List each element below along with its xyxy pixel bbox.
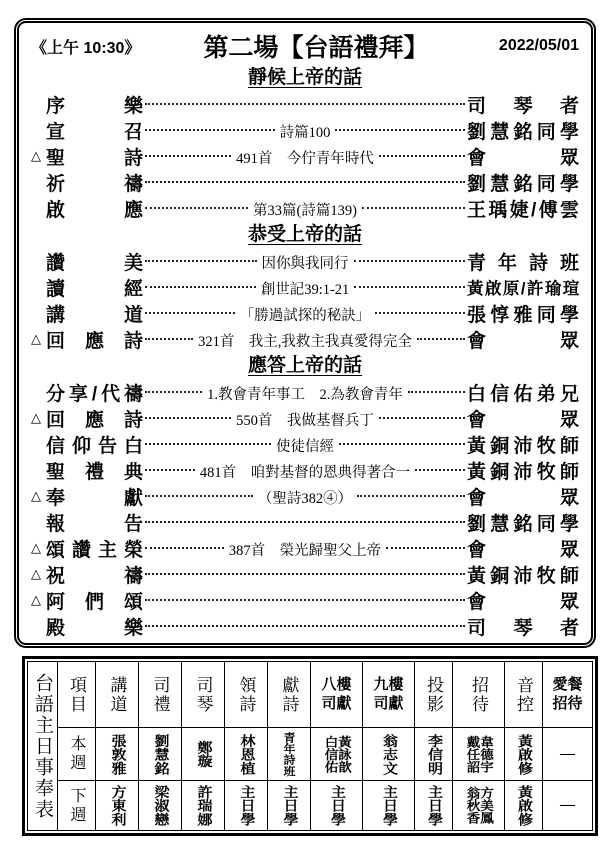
duty-name: 主日學 <box>329 784 345 827</box>
leader-dots <box>362 207 465 209</box>
leader <box>145 625 465 627</box>
duty-header-cell <box>225 662 268 728</box>
program-row <box>31 613 579 639</box>
leader <box>145 329 465 350</box>
leader <box>145 120 465 141</box>
leader <box>145 146 465 167</box>
duty-name: 黃啟修 <box>516 784 532 827</box>
item-detail: 491首 今佇青年時代 <box>236 150 374 167</box>
item-detail: （聖詩382④） <box>257 490 353 507</box>
leader-dots <box>145 286 256 288</box>
duty-name-cell <box>363 781 415 831</box>
worship-program-box <box>14 18 596 648</box>
leader-dots <box>145 573 465 575</box>
leader-dots <box>145 599 465 601</box>
duty-name: 翁志文 <box>381 733 397 775</box>
leader-dots <box>145 181 465 183</box>
duty-header-cell <box>311 662 363 728</box>
section-title <box>31 352 579 379</box>
duty-name-cell <box>453 728 505 781</box>
duty-name: 李信明 <box>426 733 442 775</box>
item-label: 序樂 <box>46 95 143 117</box>
leader-dots <box>386 547 465 549</box>
duty-name: 林恩植 <box>238 733 255 775</box>
program-row <box>31 91 579 117</box>
leader-dots <box>145 547 224 549</box>
duty-name: 主日學 <box>381 784 397 827</box>
item-assignee: 王瑀婕/傅雲 <box>467 199 579 221</box>
item-label: 信仰告白 <box>46 435 143 457</box>
duty-header-text: 司禮 <box>150 675 170 714</box>
duty-name-cell <box>96 781 139 831</box>
item-label: 聖禮典 <box>46 461 143 483</box>
duty-name: 鄭璇 <box>195 740 212 768</box>
item-assignee: 張惇雅同學 <box>467 304 579 326</box>
leader <box>145 573 465 575</box>
leader <box>145 277 465 298</box>
duty-name: 張敦雅 <box>109 733 126 775</box>
duty-header-cell <box>96 662 139 728</box>
duty-name-cell <box>415 781 453 831</box>
duty-name: 劉慧銘 <box>152 733 169 775</box>
section-title-text: 恭受上帝的話 <box>247 224 362 245</box>
item-assignee: 黃銅沛牧師 <box>467 461 579 483</box>
item-detail: 1.教會青年事工 2.為教會青年 <box>207 386 403 403</box>
duty-roster-grid <box>27 661 593 831</box>
duty-name-cell <box>363 728 415 781</box>
item-assignee: 會眾 <box>467 487 579 509</box>
leader-dots <box>375 312 465 314</box>
leader-dots <box>408 391 465 393</box>
item-detail: 「勝過試探的秘訣」 <box>239 307 371 324</box>
item-assignee: 劉慧銘同學 <box>467 121 579 143</box>
program-row <box>31 405 579 431</box>
program-row <box>31 587 579 613</box>
item-assignee: 會眾 <box>467 539 579 561</box>
item-label: 講道 <box>46 304 143 326</box>
program-sections <box>31 64 579 639</box>
empty-dash: — <box>560 797 575 813</box>
duty-side-title-cell <box>28 662 58 831</box>
leader-dots <box>145 625 465 627</box>
section-title <box>31 64 579 91</box>
duty-name: 主日學 <box>426 784 442 827</box>
program-row <box>31 117 579 143</box>
duty-header-cell <box>363 662 415 728</box>
duty-header-cell <box>139 662 182 728</box>
duty-name: 黃啟修 <box>516 733 532 775</box>
duty-period: 下週 <box>68 786 85 825</box>
item-label: 讚美 <box>46 252 143 274</box>
leader <box>145 251 465 272</box>
duty-header-cell <box>543 662 593 728</box>
leader <box>145 486 465 507</box>
section-title-text: 應答上帝的話 <box>247 355 362 376</box>
leader-dots <box>145 312 235 314</box>
item-assignee: 劉慧銘同學 <box>467 513 579 535</box>
leader-dots <box>417 338 465 340</box>
item-detail: 550首 我做基督兵丁 <box>236 412 374 429</box>
leader <box>145 599 465 601</box>
item-assignee: 黃銅沛牧師 <box>467 565 579 587</box>
section-title <box>31 221 579 248</box>
item-assignee: 會眾 <box>467 591 579 613</box>
leader <box>145 521 465 523</box>
service-time: 《上午 10:30》 <box>31 39 141 57</box>
item-detail: 因你與我同行 <box>261 255 349 272</box>
duty-header-text: 領詩 <box>236 675 256 714</box>
item-assignee: 青年詩班 <box>467 252 579 274</box>
leader <box>145 408 465 429</box>
duty-header-cell <box>58 662 96 728</box>
leader <box>145 303 465 324</box>
duty-name-cell <box>543 781 593 831</box>
duty-period: 本週 <box>68 735 85 773</box>
duty-name-cell <box>139 728 182 781</box>
program-header <box>31 28 579 64</box>
item-assignee: 黃啟原/許瑜瑄 <box>467 280 579 298</box>
leader-dots <box>145 129 275 131</box>
program-row <box>31 248 579 274</box>
program-row <box>31 379 579 405</box>
leader-dots <box>145 338 193 340</box>
item-label: 分享/代禱 <box>46 383 143 405</box>
duty-name-cell <box>311 781 363 831</box>
program-row <box>31 169 579 195</box>
item-label: 殿樂 <box>46 617 143 639</box>
program-row <box>31 483 579 509</box>
leader-dots <box>145 443 271 445</box>
leader-dots <box>145 103 465 105</box>
item-label: 奉獻 <box>46 487 143 509</box>
leader <box>145 198 465 219</box>
leader-dots <box>145 495 253 497</box>
item-detail: 387首 榮光歸聖父上帝 <box>228 542 382 559</box>
duty-name: 戴任詔 <box>464 735 480 773</box>
duty-header-cell <box>182 662 225 728</box>
duty-name-cell <box>505 781 543 831</box>
item-assignee: 司琴者 <box>467 95 579 117</box>
duty-name: 白信佑 <box>322 735 338 773</box>
duty-name-cell <box>268 781 311 831</box>
item-assignee: 司琴者 <box>467 617 579 639</box>
duty-header-cell <box>268 662 311 728</box>
duty-name-cell <box>225 728 268 781</box>
duty-header-text: 司琴 <box>193 675 213 714</box>
item-detail: 詩篇100 <box>279 124 331 141</box>
duty-header-cell <box>415 662 453 728</box>
program-row <box>31 195 579 221</box>
duty-header-text: 八樓司獻 <box>321 676 352 712</box>
empty-dash: — <box>560 745 575 762</box>
program-row <box>31 326 579 352</box>
item-assignee: 會眾 <box>467 147 579 169</box>
item-label: 祈禱 <box>46 173 143 195</box>
program-row <box>31 535 579 561</box>
leader-dots <box>354 260 466 262</box>
duty-header-cell <box>453 662 505 728</box>
leader <box>145 103 465 105</box>
duty-name: 梁淑戀 <box>152 784 169 827</box>
duty-name: 許瑞娜 <box>195 784 212 827</box>
leader-dots <box>145 155 231 157</box>
duty-name-cell <box>139 781 182 831</box>
item-assignee: 白信佑弟兄 <box>467 383 579 405</box>
item-label: 回應詩 <box>46 330 143 352</box>
leader <box>145 538 465 559</box>
leader-dots <box>145 391 202 393</box>
leader-dots <box>145 521 465 523</box>
leader-dots <box>145 207 248 209</box>
leader <box>145 460 465 481</box>
stand-marker: △ <box>31 148 41 163</box>
duty-name-cell <box>225 781 268 831</box>
program-row <box>31 274 579 300</box>
duty-name: 翁秋香 <box>464 786 480 825</box>
stand-marker: △ <box>31 592 41 607</box>
duty-name: 方東利 <box>109 784 126 827</box>
item-label: 宣召 <box>46 121 143 143</box>
program-row <box>31 561 579 587</box>
duty-period-cell <box>58 781 96 831</box>
duty-name-cell <box>96 728 139 781</box>
leader-dots <box>145 417 231 419</box>
duty-name-cell <box>182 781 225 831</box>
leader-dots <box>354 286 465 288</box>
duty-name: 黃詠歆 <box>336 735 351 773</box>
item-label: 報告 <box>46 513 143 535</box>
item-assignee: 黃銅沛牧師 <box>467 435 579 457</box>
stand-marker: △ <box>31 488 41 503</box>
duty-name-cell <box>543 728 593 781</box>
duty-period-cell <box>58 728 96 781</box>
duty-name-cell <box>182 728 225 781</box>
leader-dots <box>335 129 465 131</box>
item-assignee: 會眾 <box>467 330 579 352</box>
duty-side-title: 台語主日事奉表 <box>32 672 53 820</box>
duty-header-text: 項目 <box>67 675 86 714</box>
service-date: 2022/05/01 <box>498 37 579 54</box>
duty-header-text: 投影 <box>424 675 443 714</box>
leader-dots <box>357 495 465 497</box>
stand-marker: △ <box>31 566 41 581</box>
leader-dots <box>339 443 465 445</box>
duty-name-cell <box>415 728 453 781</box>
stand-marker: △ <box>31 410 41 425</box>
leader-dots <box>379 155 465 157</box>
duty-header-cell <box>505 662 543 728</box>
program-row <box>31 143 579 169</box>
item-label: 讀經 <box>46 278 143 300</box>
duty-name-cell <box>268 728 311 781</box>
duty-header-text: 九樓司獻 <box>373 676 404 712</box>
item-detail: 使徒信經 <box>276 438 334 455</box>
item-detail: 321首 我主,我救主我真愛得完全 <box>198 333 412 350</box>
leader-dots <box>145 260 257 262</box>
leader-dots <box>379 417 465 419</box>
duty-name-cell <box>505 728 543 781</box>
item-label: 阿們頌 <box>46 591 143 613</box>
item-assignee: 劉慧銘同學 <box>467 173 579 195</box>
duty-header-text: 講道 <box>107 675 127 714</box>
leader <box>145 434 465 455</box>
item-detail: 第33篇(詩篇139) <box>253 202 357 219</box>
program-row <box>31 509 579 535</box>
item-label: 回應詩 <box>46 409 143 431</box>
duty-roster-table <box>22 656 598 836</box>
duty-name: 主日學 <box>281 784 298 827</box>
leader-dots <box>415 469 465 471</box>
duty-header-text: 招待 <box>469 675 488 714</box>
section-title-text: 靜候上帝的話 <box>247 67 362 88</box>
service-title: 第二場【台語禮拜】 <box>203 34 429 62</box>
item-label: 啟應 <box>46 199 143 221</box>
duty-name: 韋德宇 <box>478 735 493 773</box>
duty-name-cell <box>453 781 505 831</box>
item-label: 頌讚主榮 <box>46 539 143 561</box>
item-detail: 創世記39:1-21 <box>260 281 350 298</box>
program-row <box>31 431 579 457</box>
stand-marker: △ <box>31 540 41 555</box>
item-label: 聖詩 <box>46 147 143 169</box>
program-row <box>31 457 579 483</box>
item-detail: 481首 咱對基督的恩典得著合一 <box>199 464 411 481</box>
duty-name-cell <box>311 728 363 781</box>
duty-name: 青年詩班 <box>282 731 296 777</box>
item-label: 祝禱 <box>46 565 143 587</box>
leader <box>145 382 465 403</box>
leader-dots <box>145 469 195 471</box>
leader <box>145 181 465 183</box>
duty-name: 方美鳳 <box>478 786 493 825</box>
duty-header-text: 獻詩 <box>279 675 299 714</box>
duty-header-text: 音控 <box>514 675 533 714</box>
item-assignee: 會眾 <box>467 409 579 431</box>
program-row <box>31 300 579 326</box>
duty-name: 主日學 <box>238 784 255 827</box>
stand-marker: △ <box>31 331 41 346</box>
duty-header-text: 愛餐招待 <box>552 676 583 712</box>
